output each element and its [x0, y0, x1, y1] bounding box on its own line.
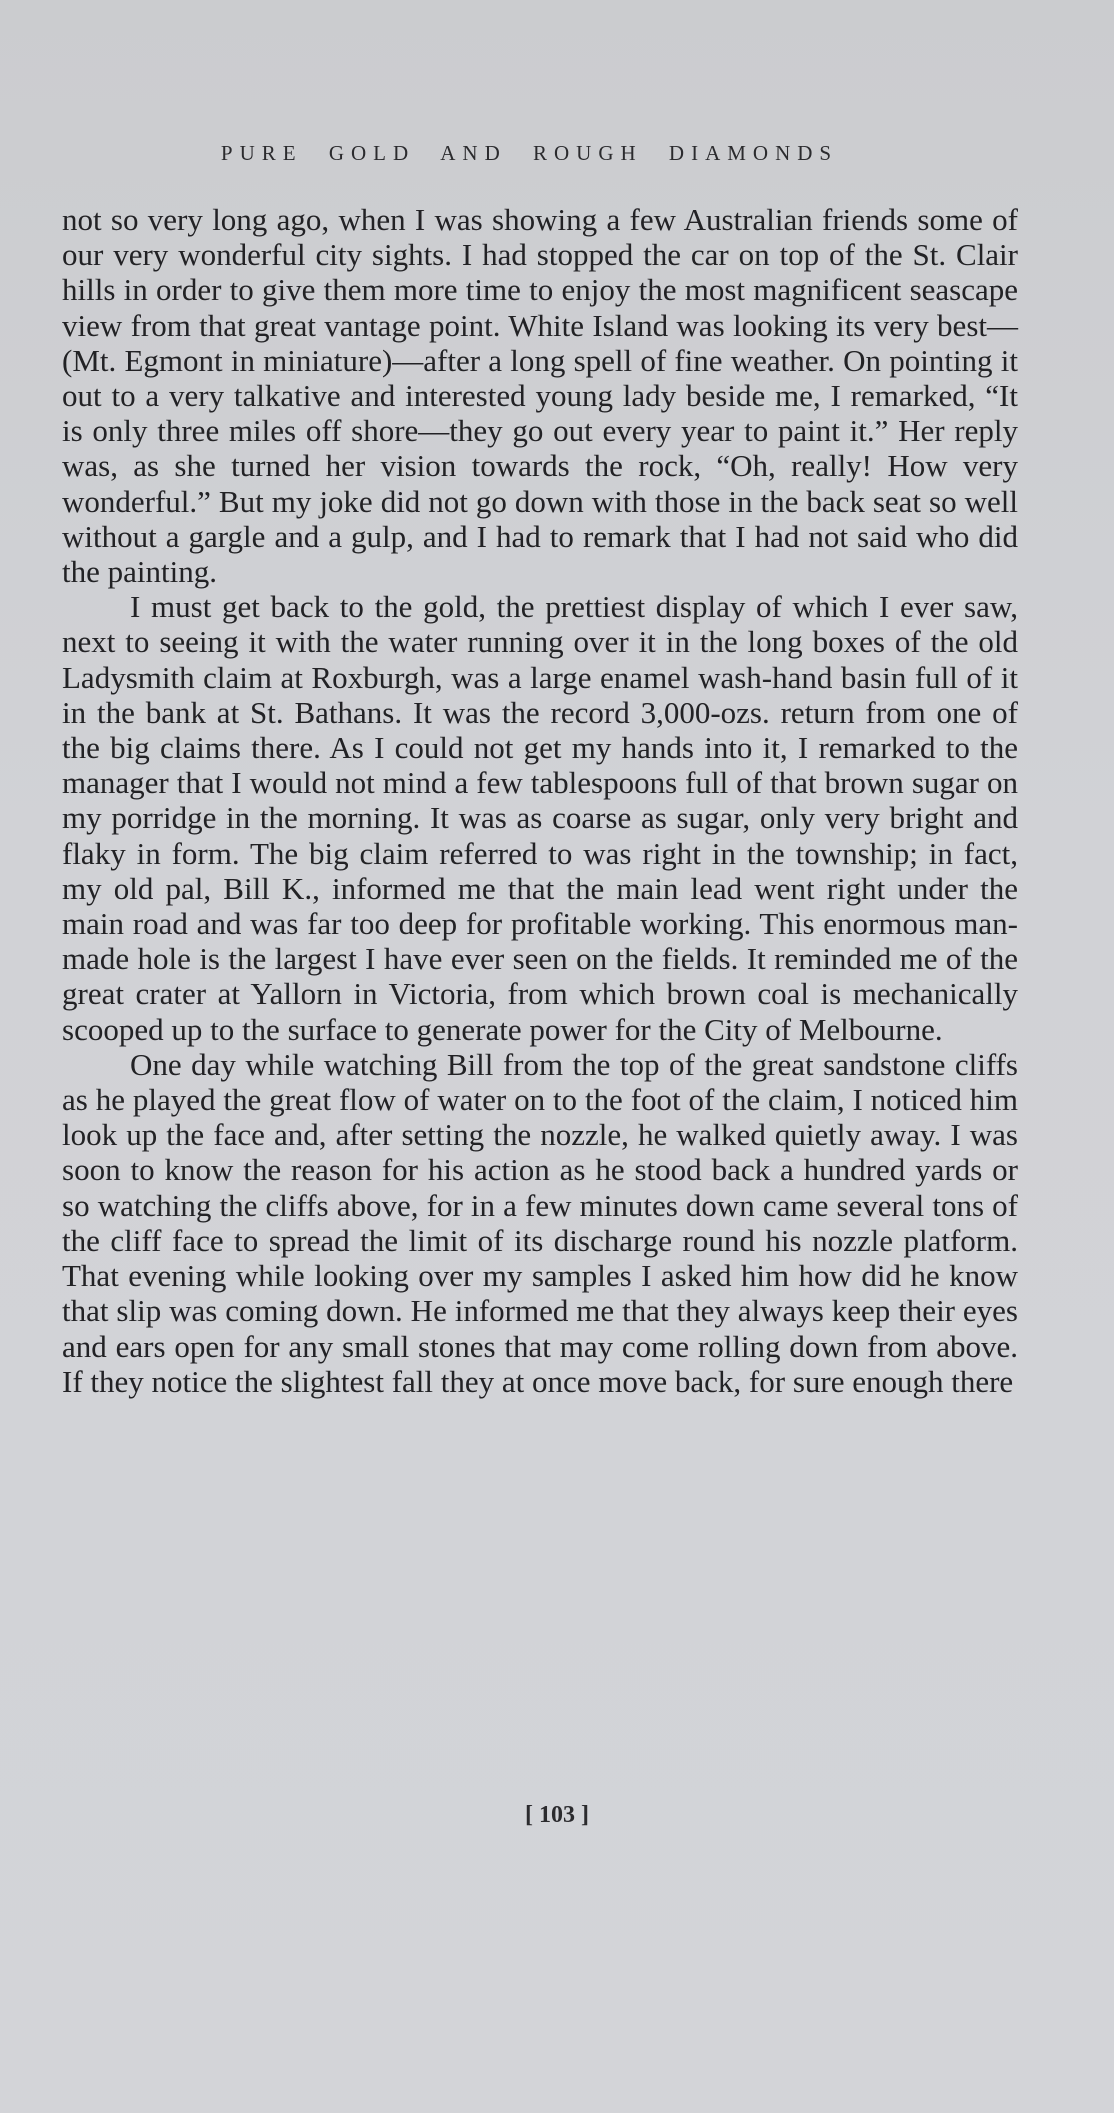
page-number: [ 103 ] [525, 1802, 589, 1828]
paragraph-cliff-slip: One day while watching Bill from the top of the great sandstone cliffs as he played the great flow of water on to the foot of the claim, I noticed him look up the face and, after setting the nozzle, he walked quietly away. I was soon to know the reason for his action as he stood back a hundred yards or so watching the cliffs above, for in a few minutes down came several tons of the cliff face to spread the limit of its discharge round his nozzle platform. That evening while looking over my samples I asked him how did he know that slip was coming down. He informed me that they always keep their eyes and ears open for any small stones that may come rolling down from above. If they notice the slightest fall they at once move back, for sure enough there [62, 1046, 1018, 1399]
running-head-title: PURE GOLD AND ROUGH DIAMONDS [220, 141, 839, 165]
paragraph-continued: not so very long ago, when I was showing a few Australian friends some of our very wonderful city sights. I had stopped the car on top of the St. Clair hills in order to give them more time to enjoy the most magnificent seascape view from that great vantage point. White Island was looking its very best—(Mt. Egmont in miniature)—after a long spell of fine weather. On pointing it out to a very talkative and interested young lady beside me, I remarked, “It is only three miles off shore—they go out every year to paint it.” Her reply was, as she turned her vision towards the rock, “Oh, really! How very wonderful.” But my joke did not go down with those in the back seat so well without a gargle and a gulp, and I had to remark that I had not said who did the painting. [62, 202, 1018, 590]
paragraph-gold-display: I must get back to the gold, the prettiest display of which I ever saw, next to seeing it with the water running over it in the long boxes of the old Ladysmith claim at Roxburgh, was a large enamel wash-hand basin full of it in the bank at St. Bathans. It was the record 3,000-ozs. return from one of the big claims there. As I could not get my hands into it, I remarked to the manager that I would not mind a few tablespoons full of that brown sugar on my porridge in the morning. It was as coarse as sugar, only very bright and flaky in form. The big claim referred to was right in the township; in fact, my old pal, Bill K., informed me that the main lead went right under the main road and was far too deep for profitable working. This enormous man-made hole is the largest I have ever seen on the fields. It reminded me of the great crater at Yallorn in Victoria, from which brown coal is mechanically scooped up to the surface to generate power for the City of Melbourne. [62, 589, 1018, 1047]
body-text [62, 202, 1018, 1399]
